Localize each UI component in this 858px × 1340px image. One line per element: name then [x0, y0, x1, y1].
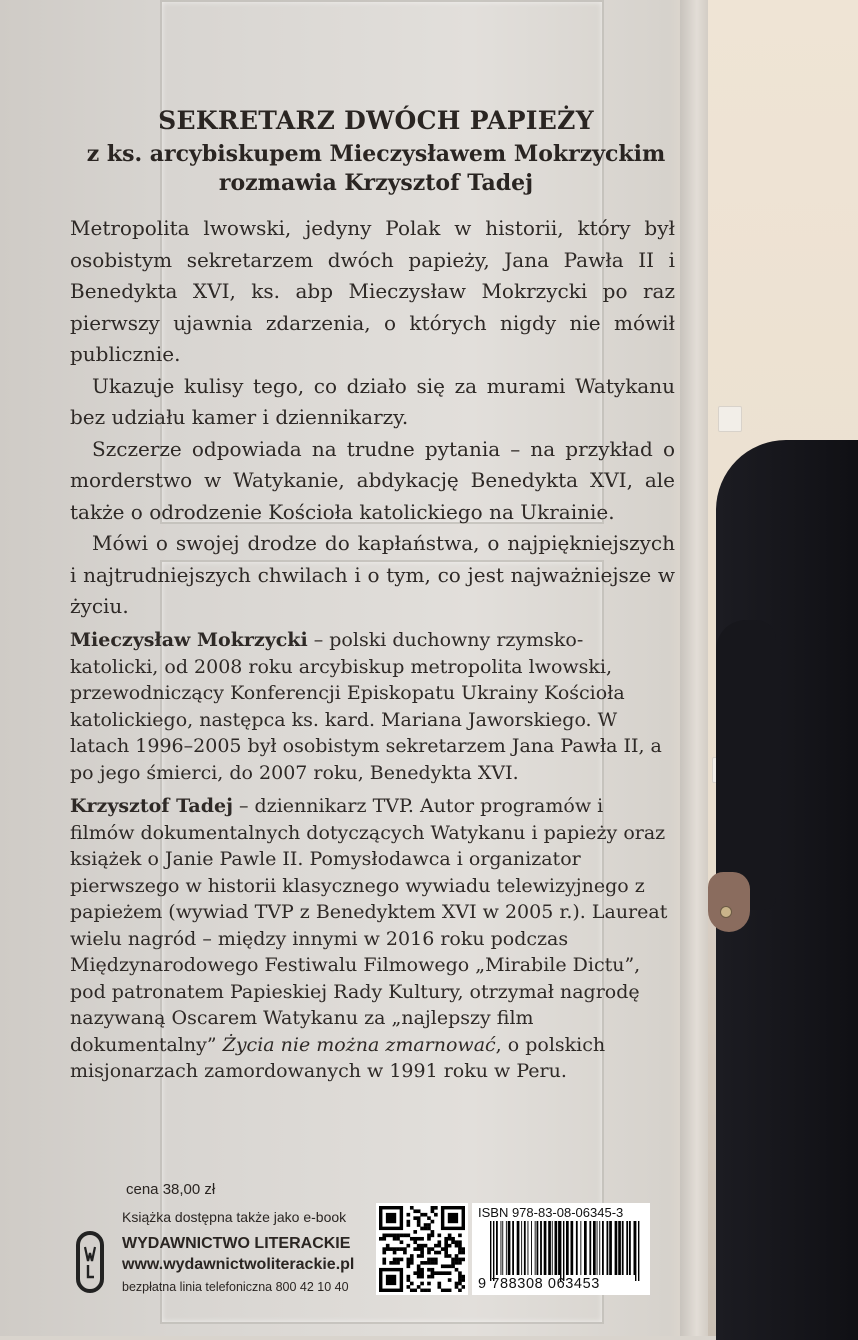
bio-tadej [70, 793, 670, 1085]
description-paragraph: Ukazuje kulisy tego, co działo się za murami Watykanu bez udziału kamer i dziennikarzy. [70, 373, 675, 429]
description-paragraph: Mówi o swojej drodze do kapłaństwa, o najpiękniejszych i najtrudniejszych chwilach i o tym, co jest najważniejsze w życiu. [70, 531, 675, 618]
price: cena 38,00 zł [126, 1181, 216, 1198]
book-description [70, 213, 675, 623]
isbn-label: ISBN 978-83-08-06345-3 [478, 1205, 624, 1220]
book-title: SEKRETARZ DWÓCH PAPIEŻY [158, 106, 594, 135]
ebook-note: Książka dostępna także jako e-book [122, 1209, 347, 1225]
bio-text-end: , o polskich misjonarzach zamordowanych w 1991 roku w Peru. [70, 1033, 606, 1082]
publisher-url[interactable]: www.wydawnictwoliterackie.pl [122, 1256, 355, 1273]
subtitle-line-1: z ks. arcybiskupem Mieczysławem Mokrzyckim [86, 141, 666, 167]
ean-digits: 9 788308 063453 [478, 1276, 600, 1292]
bio-text: – dziennikarz TVP. Autor programów i filmów dokumentalnych dotyczących Watykanu i papieży oraz książek o Janie Pawle II. Pomysłodawca i organizator pierwszego w historii klasycznego wywiadu telewizyjnego z papieżem (wywiad TVP z Benedyktem XVI w 2005 r.). Laureat wielu nagród – między innymi w 2016 roku podczas Międzynarodowego Festiwalu Filmowego „Mirabile Dictu”, pod patronatem Papieskiej Rady Kultury, otrzymał nagrodę nazywaną Oscarem Watykanu za „najlepszy film dokumentalny” [70, 795, 668, 1056]
subtitle-line-2: rozmawia Krzysztof Tadej [218, 170, 534, 196]
qr-code [376, 1203, 468, 1295]
film-title: Życia nie można zmarnować [222, 1033, 496, 1056]
description-paragraph: Metropolita lwowski, jedyny Polak w historii, który był osobistym sekretarzem dwóch papieży, Jana Pawła II i Benedykta XVI, ks. abp Mieczysław Mokrzycki po raz pierwszy ujawnia zdarzenia, o których nigdy nie mówił publicznie. [70, 216, 675, 366]
description-paragraph: Szczerze odpowiada na trudne pytania – na przykład o morderstwo w Watykanie, abdykację Benedykta XVI, ale także o odrodzenie Kościoła katolickiego na Ukrainie. [70, 436, 675, 524]
bio-name: Krzysztof Tadej [70, 795, 233, 817]
publisher-name: WYDAWNICTWO LITERACKIE [122, 1235, 351, 1252]
publisher-phone: bezpłatna linia telefoniczna 800 42 10 40 [122, 1280, 349, 1294]
isbn-barcode [472, 1203, 650, 1295]
bio-mokrzycki [70, 627, 670, 786]
publisher-logo-icon [72, 1231, 108, 1293]
bio-text: – polski duchowny rzymsko-katolicki, od 2008 roku arcybiskup metropolita lwowski, przewodniczący Konferencji Episkopatu Ukrainy Kościoła katolickiego, następca ks. kard. Mariana Jaworskiego. W latach 1996–2005 był osobistym sekretarzem Jana Pawła II, a po jego śmierci, do 2007 roku, Benedykta XVI. [70, 629, 662, 784]
bio-name: Mieczysław Mokrzycki [70, 629, 308, 651]
qr-code-icon [379, 1206, 465, 1292]
